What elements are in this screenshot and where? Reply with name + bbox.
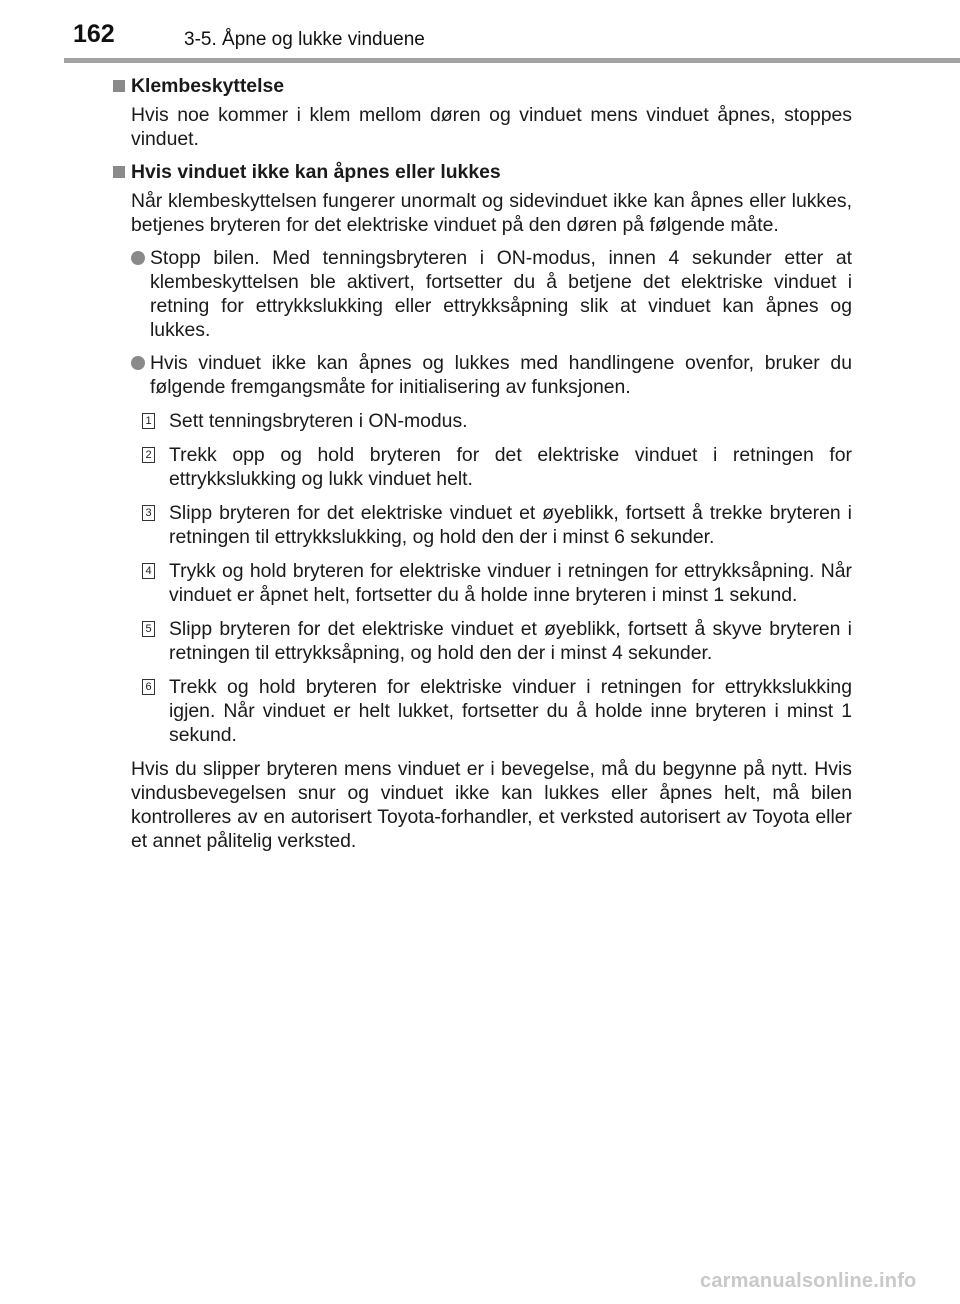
section-body: Hvis noe kommer i klem mellom døren og vinduet mens vinduet åpnes, stoppes vinduet. (131, 104, 852, 150)
page-content (112, 74, 852, 872)
square-bullet-icon (113, 166, 125, 178)
step-text: Trykk og hold bryteren for elektriske vinduer i retningen for ettrykksåpning. Når vinduet er åpnet helt, fortsetter du å holde inne bryteren i minst 1 sekund. (169, 560, 852, 606)
bullet-text: Stopp bilen. Med tenningsbryteren i ON-modus, innen 4 sekunder etter at klembeskyttelsen ble aktivert, fortsetter du å betjene det elektriske vinduet i retning for ettrykkslukking eller ettrykksåpning slik at vinduet kan åpnes og lukkes. (150, 247, 852, 341)
section-heading-klembeskyttelse (112, 74, 852, 98)
section-heading-text: Hvis vinduet ikke kan åpnes eller lukkes (131, 161, 501, 183)
section-body: Når klembeskyttelsen fungerer unormalt og sidevinduet ikke kan åpnes eller lukkes, betjenes bryteren for det elektriske vinduet på den døren på følgende måte. (131, 190, 852, 236)
step-item (112, 501, 852, 549)
step-item (112, 409, 852, 433)
step-number: 4 (142, 563, 155, 579)
step-item (112, 443, 852, 491)
step-text: Sett tenningsbryteren i ON-modus. (169, 410, 468, 432)
step-item (112, 617, 852, 665)
step-text: Trekk og hold bryteren for elektriske vinduer i retningen for ettrykkslukking igjen. Når vinduet er helt lukket, fortsetter du å holde inne bryteren i minst 1 sekund. (169, 676, 852, 746)
step-number: 3 (142, 505, 155, 521)
circle-bullet-icon (131, 251, 145, 265)
step-number: 1 (142, 413, 155, 429)
step-text: Slipp bryteren for det elektriske vinduet et øyeblikk, fortsett å trekke bryteren i retningen til ettrykkslukking, og hold den der i minst 6 sekunder. (169, 502, 852, 548)
watermark-logo[interactable]: carmanualsonline.info (700, 1270, 917, 1292)
bullet-item (112, 246, 852, 342)
step-text: Slipp bryteren for det elektriske vinduet et øyeblikk, fortsett å skyve bryteren i retningen til ettrykksåpning, og hold den der i minst 4 sekunder. (169, 618, 852, 664)
bullet-item (112, 351, 852, 399)
header-divider (64, 58, 960, 63)
bullet-text: Hvis vinduet ikke kan åpnes og lukkes med handlingene ovenfor, bruker du følgende fremgangsmåte for initialisering av funksjonen. (150, 352, 852, 398)
section-heading-text: Klembeskyttelse (131, 75, 285, 97)
closing-paragraph: Hvis du slipper bryteren mens vinduet er i bevegelse, må du begynne på nytt. Hvis vindusbevegelsen snur og vinduet ikke kan lukkes eller åpnes helt, må bilen kontrolleres av en autorisert Toyota-forhandler, et verksted autorisert av Toyota eller et annet pålitelig verksted. (131, 758, 852, 852)
step-item (112, 559, 852, 607)
circle-bullet-icon (131, 356, 145, 370)
section-heading-window-cannot-open (112, 160, 852, 184)
step-item (112, 675, 852, 747)
step-number: 6 (142, 679, 155, 695)
square-bullet-icon (113, 80, 125, 92)
step-text: Trekk opp og hold bryteren for det elektriske vinduet i retningen for ettrykkslukking og lukk vinduet helt. (169, 444, 852, 490)
step-number: 5 (142, 621, 155, 637)
step-number: 2 (142, 447, 155, 463)
page-header (0, 0, 960, 66)
section-title: 3-5. Åpne og lukke vinduene (184, 29, 425, 50)
page-number: 162 (73, 20, 115, 48)
